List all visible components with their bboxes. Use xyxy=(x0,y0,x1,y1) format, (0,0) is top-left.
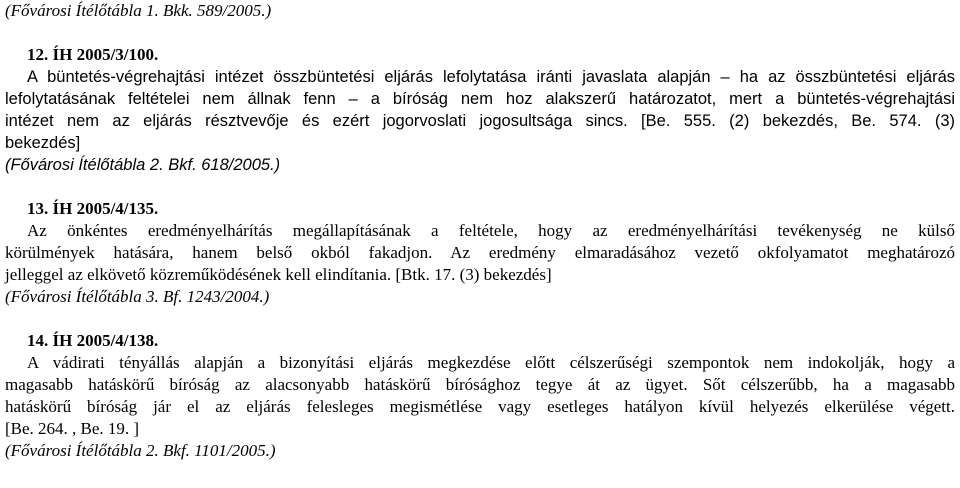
section-12 xyxy=(5,44,955,176)
body-line: körülmények hatására, hanem belső okból fakadjon. Az eredmény elmaradásához vezető okfolyamatot meghatározó xyxy=(5,243,955,262)
body-line: intézet nem az eljárás résztvevője és ezért jogorvoslati jogosultsága sincs. [Be. 555. (2) bekezdés, Be. 574. (3) xyxy=(5,112,955,130)
blank-line xyxy=(5,308,955,330)
top-source-citation: (Fővárosi Ítélőtábla 1. Bkk. 589/2005.) xyxy=(5,1,272,20)
section-body xyxy=(5,352,955,440)
body-line: [Be. 264. , Be. 19. ] xyxy=(5,419,140,438)
section-14 xyxy=(5,330,955,462)
body-line: magasabb hatáskörű bíróság az alacsonyabb hatáskörű bírósághoz tegye át az ügyet. Sőt célszerűbb, ha a magasabb xyxy=(5,375,955,394)
body-line: lefolytatásának feltételei nem állnak fenn – a bíróság nem hoz alakszerű határozatot, mert a büntetés-végrehajtási xyxy=(5,90,955,108)
body-line: jelleggel az elkövető közreműködésének kell elindítania. [Btk. 17. (3) bekezdés] xyxy=(5,265,552,284)
source-citation: (Fővárosi Ítélőtábla 3. Bf. 1243/2004.) xyxy=(5,287,270,306)
body-line: A vádirati tényállás alapján a bizonyítási eljárás megkezdése előtt célszerűségi szempontok nem indokolják, hogy a xyxy=(27,353,955,372)
source-citation: (Fővárosi Ítélőtábla 2. Bkf. 1101/2005.) xyxy=(5,441,276,460)
section-13 xyxy=(5,198,955,308)
body-line: Az önkéntes eredményelhárítás megállapításának a feltétele, hogy az eredményelhárítási tevékenység ne külső xyxy=(27,221,955,240)
blank-line xyxy=(5,22,955,44)
body-line: A büntetés-végrehajtási intézet összbüntetési eljárás lefolytatása iránti javaslata alapján – ha az összbüntetési eljárás xyxy=(27,68,955,86)
body-line: bekezdés] xyxy=(5,134,81,152)
section-number: 14. ÍH 2005/4/138. xyxy=(27,331,159,350)
document-page xyxy=(5,0,955,462)
section-number: 13. ÍH 2005/4/135. xyxy=(27,199,159,218)
source-citation: (Fővárosi Ítélőtábla 2. Bkf. 618/2005.) xyxy=(5,156,281,174)
blank-line xyxy=(5,176,955,198)
section-body xyxy=(5,220,955,286)
section-number: 12. ÍH 2005/3/100. xyxy=(27,45,159,64)
body-line: hatáskörű bíróság jár el az eljárás felesleges megismétlése vagy esetleges hatályon kívül helyezés elkerülése végett. xyxy=(5,397,955,416)
section-body xyxy=(5,66,955,154)
